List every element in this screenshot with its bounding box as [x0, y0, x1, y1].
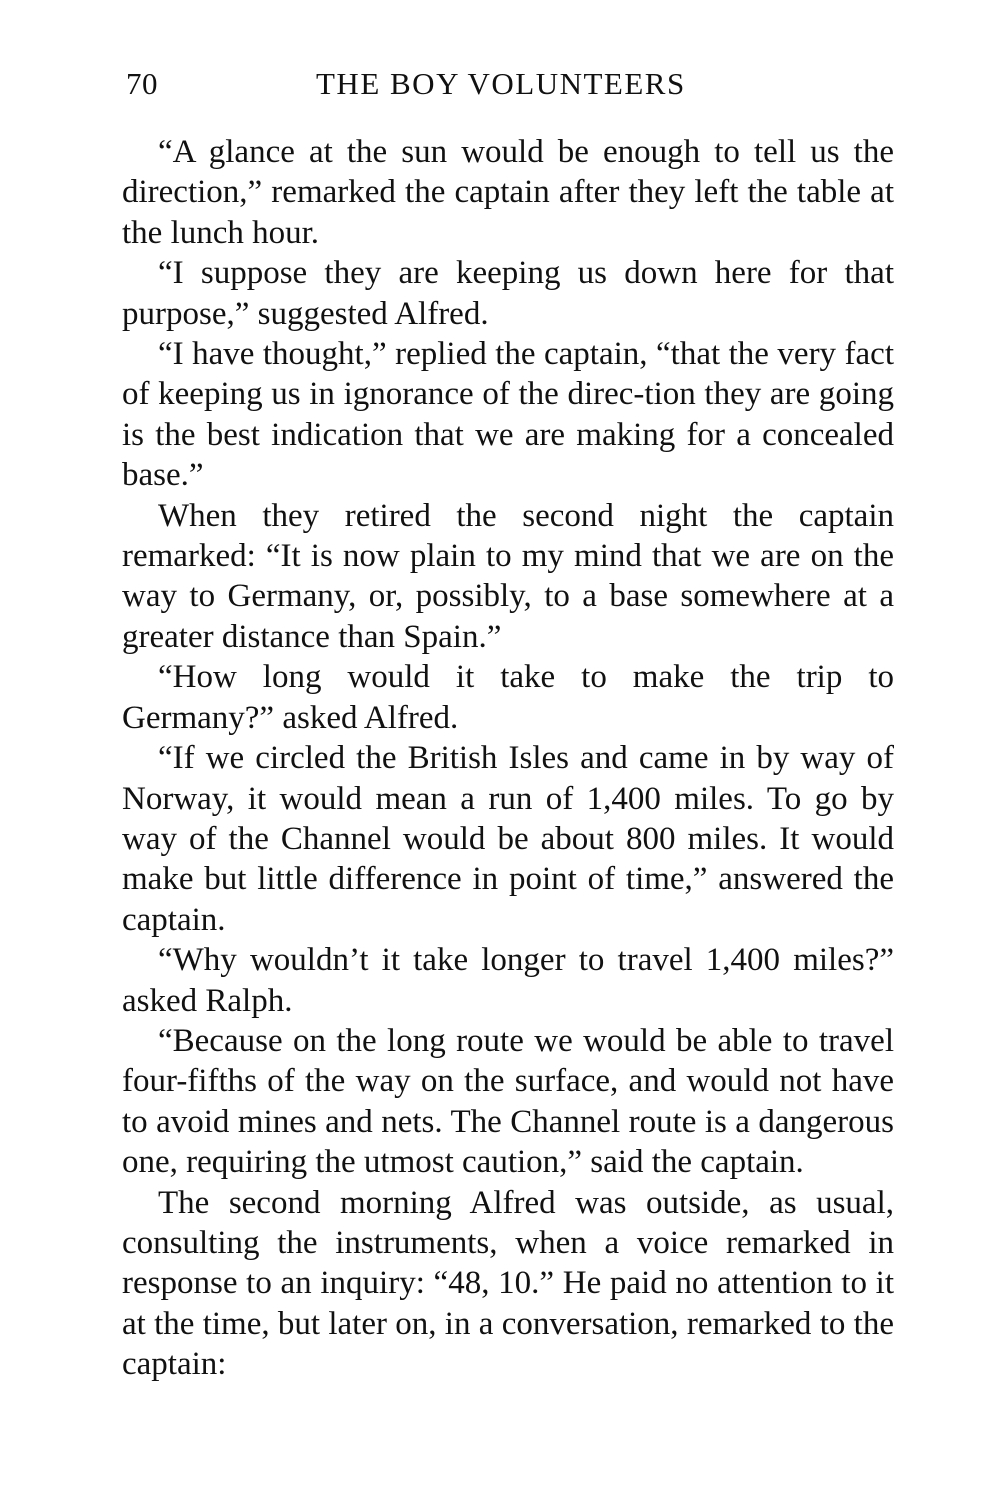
paragraph: “A glance at the sun would be enough to tell us the direction,” remarked the captain after they left the table at the lunch hour.: [122, 134, 894, 251]
paragraph: When they retired the second night the captain remarked: “It is now plain to my mind that we are on the way to Germany, or, possibly, to a base somewhere at a greater distance than Spain.”: [122, 497, 894, 655]
paragraph: “I have thought,” replied the captain, “that the very fact of keeping us in ignorance of the direc-tion they are going is the best indication that we are making for a concealed base.”: [122, 336, 894, 494]
paragraph: The second morning Alfred was outside, as usual, consulting the instruments, when a voice remarked in response to an inquiry: “48, 10.” He paid no attention to it at the time, but later on, in a conversation, remarked to the captain:: [122, 1184, 894, 1383]
paragraph: “How long would it take to make the trip to Germany?” asked Alfred.: [122, 659, 894, 736]
body-text: [122, 132, 894, 1385]
running-head: [126, 66, 894, 116]
paragraph: “I suppose they are keeping us down here for that purpose,” suggested Alfred.: [122, 255, 894, 332]
paragraph: “Because on the long route we would be able to travel four-fifths of the way on the surface, and would not have to avoid mines and nets. The Channel route is a dangerous one, requiring the utmost caution,” said the captain.: [122, 1022, 894, 1181]
paragraph: “Why wouldn’t it take longer to travel 1,400 miles?” asked Ralph.: [122, 942, 894, 1019]
paragraph: “If we circled the British Isles and came in by way of Norway, it would mean a run of 1,400 miles. To go by way of the Channel would be about 800 miles. It would make but little difference in point of time,” answered the captain.: [122, 740, 894, 938]
page-number: 70: [126, 66, 158, 101]
book-title: THE BOY VOLUNTEERS: [316, 66, 686, 101]
